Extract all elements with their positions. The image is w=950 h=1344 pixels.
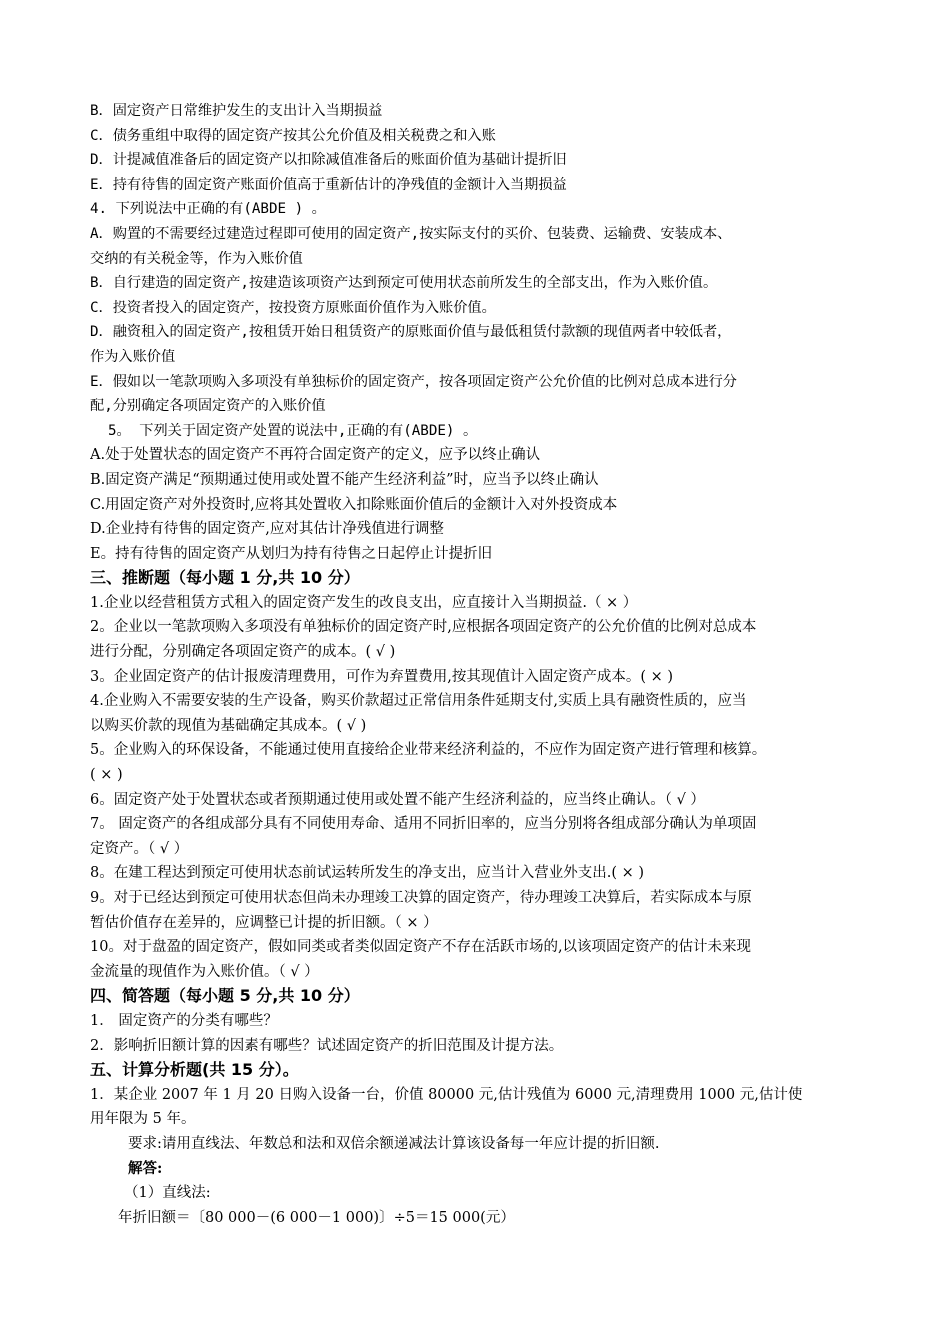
s3-line-1: 1.企业以经营租赁方式租入的固定资产发生的改良支出，应直接计入当期损益.（ × ）	[90, 594, 638, 611]
s3-line-12: 8。在建工程达到预定可使用状态前试运转所发生的净支出，应当计入营业外支出.( × )	[90, 865, 645, 882]
q4-option-e-cont: 配,分别确定各项固定资产的入账价值	[90, 398, 326, 415]
s3-line-13: 9。对于已经达到预定可使用状态但尚未办理竣工决算的固定资产，待办理竣工决算后，若实际成本与原	[90, 890, 752, 906]
s5-formula: 年折旧额＝〔80 000－(6 000－1 000)〕÷5＝15 000(元）	[118, 1209, 515, 1226]
q5-option-e: E。持有待售的固定资产从划归为持有待售之日起停止计提折旧	[90, 545, 493, 562]
q4-option-a: A．购置的不需要经过建造过程即可使用的固定资产,按实际支付的买价、包装费、运输费、安装成本、	[90, 225, 732, 242]
s5-method-1: （1）直线法:	[124, 1185, 211, 1202]
mc-option-d: D．计提减值准备后的固定资产以扣除减值准备后的账面价值为基础计提折旧	[90, 152, 567, 169]
q4-option-d-cont: 作为入账价值	[90, 348, 176, 365]
question-5-stem: 5。 下列关于固定资产处置的说法中,正确的有(ABDE) 。	[108, 422, 478, 439]
question-4-stem: 4. 下列说法中正确的有(ABDE ) 。	[90, 201, 326, 218]
s3-line-9: 6。固定资产处于处置状态或者预期通过使用或处置不能产生经济利益的，应当终止确认。（ √ ）	[90, 791, 705, 808]
document-body	[90, 99, 880, 1230]
s3-line-3: 进行分配，分别确定各项固定资产的成本。( √ )	[90, 644, 396, 661]
q5-option-c: C.用固定资产对外投资时,应将其处置收入扣除账面价值后的金额计入对外投资成本	[90, 496, 618, 513]
s3-line-16: 金流量的现值作为入账价值。（ √ ）	[90, 963, 319, 980]
q4-option-a-cont: 交纳的有关税金等，作为入账价值	[90, 250, 303, 267]
s3-line-2: 2。企业以一笔款项购入多项没有单独标价的固定资产时,应根据各项固定资产的公允价值的比例对总成本	[90, 619, 757, 636]
section-4-heading: 四、简答题（每小题 5 分,共 10 分）	[90, 986, 360, 1006]
q5-option-d: D.企业持有待售的固定资产,应对其估计净残值进行调整	[90, 521, 444, 538]
q4-option-c: C．投资者投入的固定资产，按投资方原账面价值作为入账价值。	[90, 299, 496, 316]
s3-line-11: 定资产。（ √ ）	[90, 840, 189, 857]
s3-line-5: 4.企业购入不需要安装的生产设备，购买价款超过正常信用条件延期支付,实质上具有融资性质的，应当	[90, 693, 747, 710]
section-5-heading: 五、计算分析题(共 15 分）。	[90, 1060, 299, 1080]
s4-line-2: 2．影响折旧额计算的因素有哪些？试述固定资产的折旧范围及计提方法。	[90, 1037, 564, 1054]
q5-option-a: A.处于处置状态的固定资产不再符合固定资产的定义，应予以终止确认	[90, 447, 541, 464]
s5-line-2: 用年限为 5 年。	[90, 1111, 196, 1128]
s3-line-15: 10。对于盘盈的固定资产，假如同类或者类似固定资产不存在活跃市场的,以该项固定资产的估计未来现	[90, 939, 752, 956]
s3-line-4: 3。企业固定资产的估计报废清理费用，可作为弃置费用,按其现值计入固定资产成本。( × )	[90, 668, 674, 685]
section-3-heading: 三、推断题（每小题 1 分,共 10 分）	[90, 568, 360, 588]
q4-option-b: B．自行建造的固定资产,按建造该项资产达到预定可使用状态前所发生的全部支出，作为入账价值。	[90, 275, 718, 292]
s3-line-10: 7。 固定资产的各组成部分具有不同使用寿命、适用不同折旧率的，应当分别将各组成部分确认为单项固	[90, 816, 757, 833]
mc-option-c: C．债务重组中取得的固定资产按其公允价值及相关税费之和入账	[90, 127, 496, 144]
s5-requirement: 要求:请用直线法、年数总和法和双倍余额递减法计算该设备每一年应计提的折旧额.	[128, 1135, 660, 1152]
s5-answer-label: 解答:	[128, 1159, 163, 1177]
s3-line-7: 5。企业购入的环保设备，不能通过使用直接给企业带来经济利益的，不应作为固定资产进行管理和核算。	[90, 742, 767, 759]
s3-line-14: 暂估价值存在差异的，应调整已计提的折旧额。（ × ）	[90, 914, 438, 931]
s3-line-8: ( × )	[90, 767, 123, 784]
q4-option-d: D．融资租入的固定资产,按租赁开始日租赁资产的原账面价值与最低租赁付款额的现值两者中较低者，	[90, 324, 732, 341]
mc-option-b: B．固定资产日常维护发生的支出计入当期损益	[90, 103, 383, 119]
q4-option-e: E．假如以一笔款项购入多项没有单独标价的固定资产，按各项固定资产公允价值的比例对总成本进行分	[90, 373, 737, 390]
s5-line-1: 1．某企业 2007 年 1 月 20 日购入设备一台，价值 80000 元,估计残值为 6000 元,清理费用 1000 元,估计使	[90, 1086, 803, 1103]
mc-option-e: E．持有待售的固定资产账面价值高于重新估计的净残值的金额计入当期损益	[90, 176, 567, 193]
q5-option-b: B.固定资产满足“预期通过使用或处置不能产生经济利益”时，应当予以终止确认	[90, 471, 599, 488]
s4-line-1: 1． 固定资产的分类有哪些？	[90, 1012, 278, 1029]
s3-line-6: 以购买价款的现值为基础确定其成本。( √ )	[90, 717, 367, 734]
